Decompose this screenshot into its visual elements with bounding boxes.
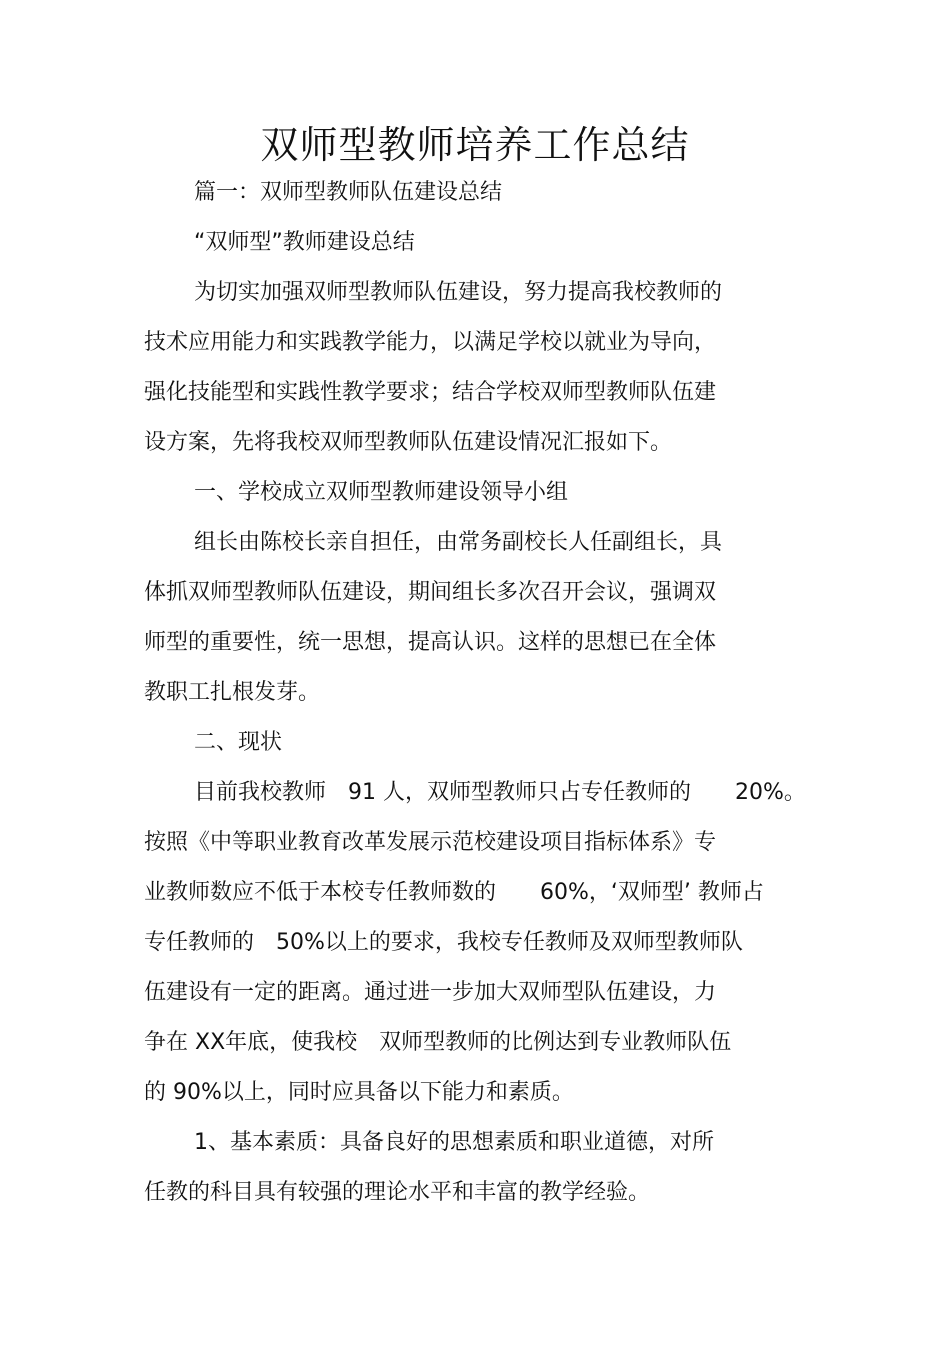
document-title: 双师型教师培养工作总结 — [260, 123, 690, 167]
paragraph-line: 强化技能型和实践性教学要求；结合学校双师型教师队伍建 — [144, 380, 717, 405]
section-heading-part-one: 篇一：双师型教师队伍建设总结 — [194, 180, 503, 205]
section-heading-two: 二、现状 — [194, 730, 283, 755]
paragraph-line: 1、基本素质：具备良好的思想素质和职业道德，对所 — [194, 1130, 714, 1155]
paragraph-line: 任教的科目具有较强的理论水平和丰富的教学经验。 — [144, 1180, 651, 1205]
paragraph-line: 专任教师的 50%以上的要求，我校专任教师及双师型教师队 — [144, 930, 743, 955]
paragraph-line: 的 90%以上，同时应具备以下能力和素质。 — [144, 1080, 574, 1105]
paragraph-line: 争在 XX年底，使我校 双师型教师的比例达到专业教师队伍 — [144, 1030, 732, 1055]
paragraph-line: 组长由陈校长亲自担任，由常务副校长人任副组长，具 — [194, 530, 723, 555]
section-heading-one: 一、学校成立双师型教师建设领导小组 — [194, 480, 569, 505]
paragraph-line: 伍建设有一定的距离。通过进一步加大双师型队伍建设，力 — [144, 980, 717, 1005]
paragraph-line: 为切实加强双师型教师队伍建设，努力提高我校教师的 — [194, 280, 723, 305]
paragraph-line: 目前我校教师 91 人，双师型教师只占专任教师的 20%。 — [194, 780, 806, 805]
subheading: “双师型”教师建设总结 — [194, 230, 415, 255]
paragraph-line: 设方案，先将我校双师型教师队伍建设情况汇报如下。 — [144, 430, 673, 455]
paragraph-line: 师型的重要性，统一思想，提高认识。这样的思想已在全体 — [144, 630, 717, 655]
paragraph-line: 业教师数应不低于本校专任教师数的 60%，‘双师型’ 教师占 — [144, 880, 764, 905]
paragraph-line: 按照《中等职业教育改革发展示范校建设项目指标体系》专 — [144, 830, 717, 855]
paragraph-line: 体抓双师型教师队伍建设，期间组长多次召开会议，强调双 — [144, 580, 717, 605]
paragraph-line: 教职工扎根发芽。 — [144, 680, 321, 705]
paragraph-line: 技术应用能力和实践教学能力，以满足学校以就业为导向， — [144, 330, 717, 355]
